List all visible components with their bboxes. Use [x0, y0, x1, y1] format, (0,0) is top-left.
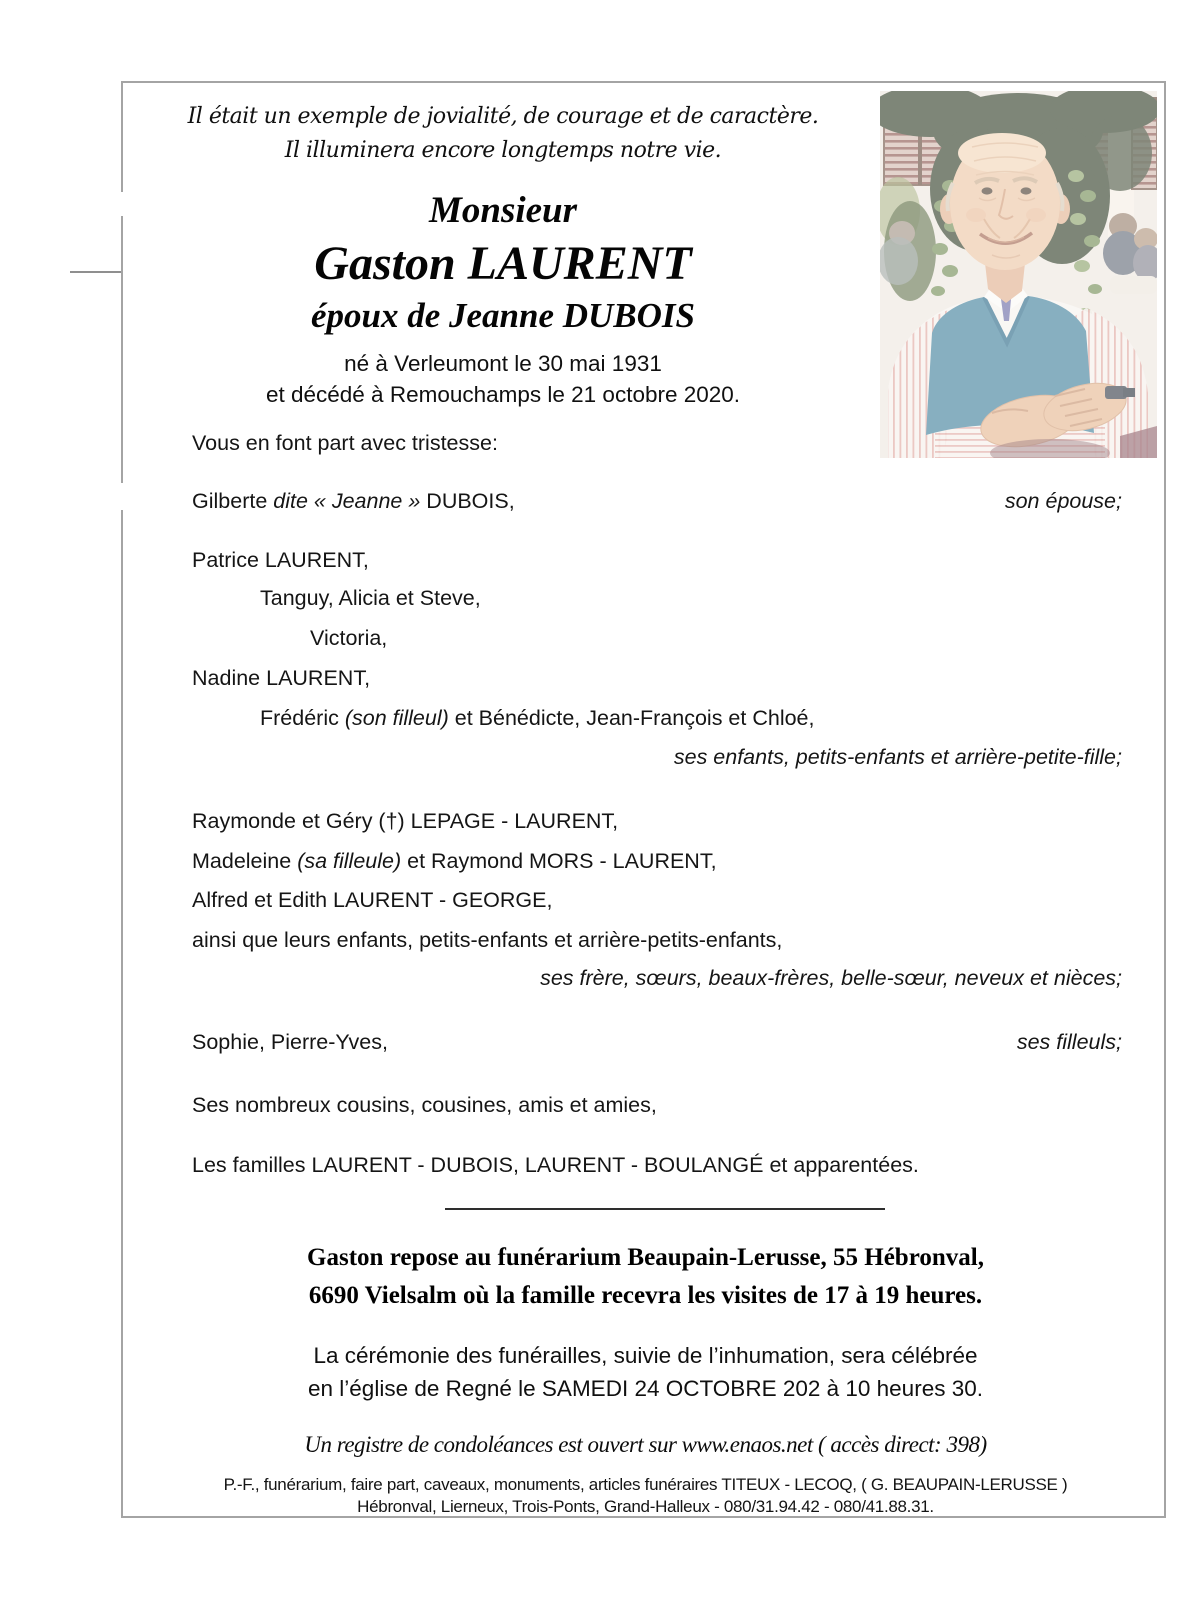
repose-line-2: 6690 Vielsalm où la famille recevra les visites de 17 à 19 heures.: [308, 1282, 983, 1309]
family-member: Tanguy, Alicia et Steve,: [260, 586, 481, 610]
family-member: Gilberte dite « Jeanne » DUBOIS,: [192, 489, 515, 513]
divider-line: [445, 1208, 885, 1210]
photo-fade-overlay: [880, 91, 1157, 458]
family-row: [192, 489, 1122, 515]
relation-label: ses enfants, petits-enfants et arrière-petite-fille;: [673, 745, 1122, 769]
intro-line: [192, 431, 1122, 457]
deceased-spouse-line: époux de Jeanne DUBOIS: [310, 296, 696, 335]
family-row: [192, 1093, 1122, 1119]
repose-line-1: Gaston repose au funérarium Beaupain-Lerusse, 55 Hébronval,: [307, 1244, 984, 1271]
family-row: [192, 928, 1122, 954]
family-row: [192, 888, 1122, 914]
family-member: ainsi que leurs enfants, petits-enfants et arrière-petits-enfants,: [192, 928, 783, 952]
family-row: [260, 586, 1122, 612]
funeral-home-line-2: Hébronval, Lierneux, Trois-Ponts, Grand-Halleux - 080/31.94.42 - 080/41.88.31.: [357, 1497, 934, 1516]
family-member: Ses nombreux cousins, cousines, amis et amies,: [192, 1093, 657, 1117]
family-row: [260, 706, 1122, 732]
family-member: Patrice LAURENT,: [192, 548, 369, 572]
border-gap: [119, 483, 125, 510]
relation-label: ses filleuls;: [1016, 1030, 1122, 1054]
family-row: [192, 966, 1122, 992]
family-row: [192, 745, 1122, 771]
relation-label: son épouse;: [1004, 489, 1122, 513]
deceased-birth-line: né à Verleumont le 30 mai 1931: [344, 351, 662, 376]
deceased-title: Monsieur: [428, 190, 578, 231]
family-row: [192, 1030, 1122, 1056]
ceremony-line-2: en l’église de Regné le SAMEDI 24 OCTOBRE 202 à 10 heures 30.: [308, 1376, 983, 1401]
family-row: [192, 666, 1122, 692]
family-member: Victoria,: [310, 626, 388, 650]
family-row: [192, 1153, 1122, 1179]
deceased-death-line: et décédé à Remouchamps le 21 octobre 2020.: [265, 382, 741, 407]
memorial-card-frame: [121, 81, 1166, 1518]
relation-label: ses frère, sœurs, beaux-frères, belle-sœur, neveux et nièces;: [540, 966, 1122, 990]
family-member: Sophie, Pierre-Yves,: [192, 1030, 388, 1054]
family-member: Madeleine (sa filleule) et Raymond MORS - LAURENT,: [192, 849, 717, 873]
deceased-name: Gaston LAURENT: [314, 237, 692, 290]
family-member: Alfred et Edith LAURENT - GEORGE,: [192, 888, 553, 912]
intro-text: Vous en font part avec tristesse:: [192, 431, 498, 455]
quote-line-1: Il était un exemple de jovialité, de courage et de caractère.: [187, 104, 819, 129]
family-row: [192, 548, 1122, 574]
family-member: Nadine LAURENT,: [192, 666, 371, 690]
ceremony-line-1: La cérémonie des funérailles, suivie de l’inhumation, sera célébrée: [313, 1343, 978, 1368]
quote-line-2: Il illuminera encore longtemps notre vie.: [284, 138, 722, 163]
register-line: Un registre de condoléances est ouvert sur www.enaos.net ( accès direct: 398): [304, 1432, 987, 1457]
family-row: [192, 809, 1122, 835]
border-gap: [119, 192, 125, 216]
family-member: Frédéric (son filleul) et Bénédicte, Jean-François et Chloé,: [260, 706, 815, 730]
funeral-home-line-1: P.-F., funérarium, faire part, caveaux, monuments, articles funéraires TITEUX - LECOQ, ( G. BEAUPAIN-LERUSSE ): [223, 1475, 1068, 1494]
family-member: Raymonde et Géry (†) LEPAGE - LAURENT,: [192, 809, 619, 833]
family-row: [192, 849, 1122, 875]
family-row: [310, 626, 1122, 652]
family-member: Les familles LAURENT - DUBOIS, LAURENT - BOULANGÉ et apparentées.: [192, 1153, 919, 1177]
portrait-photo: [880, 91, 1157, 458]
